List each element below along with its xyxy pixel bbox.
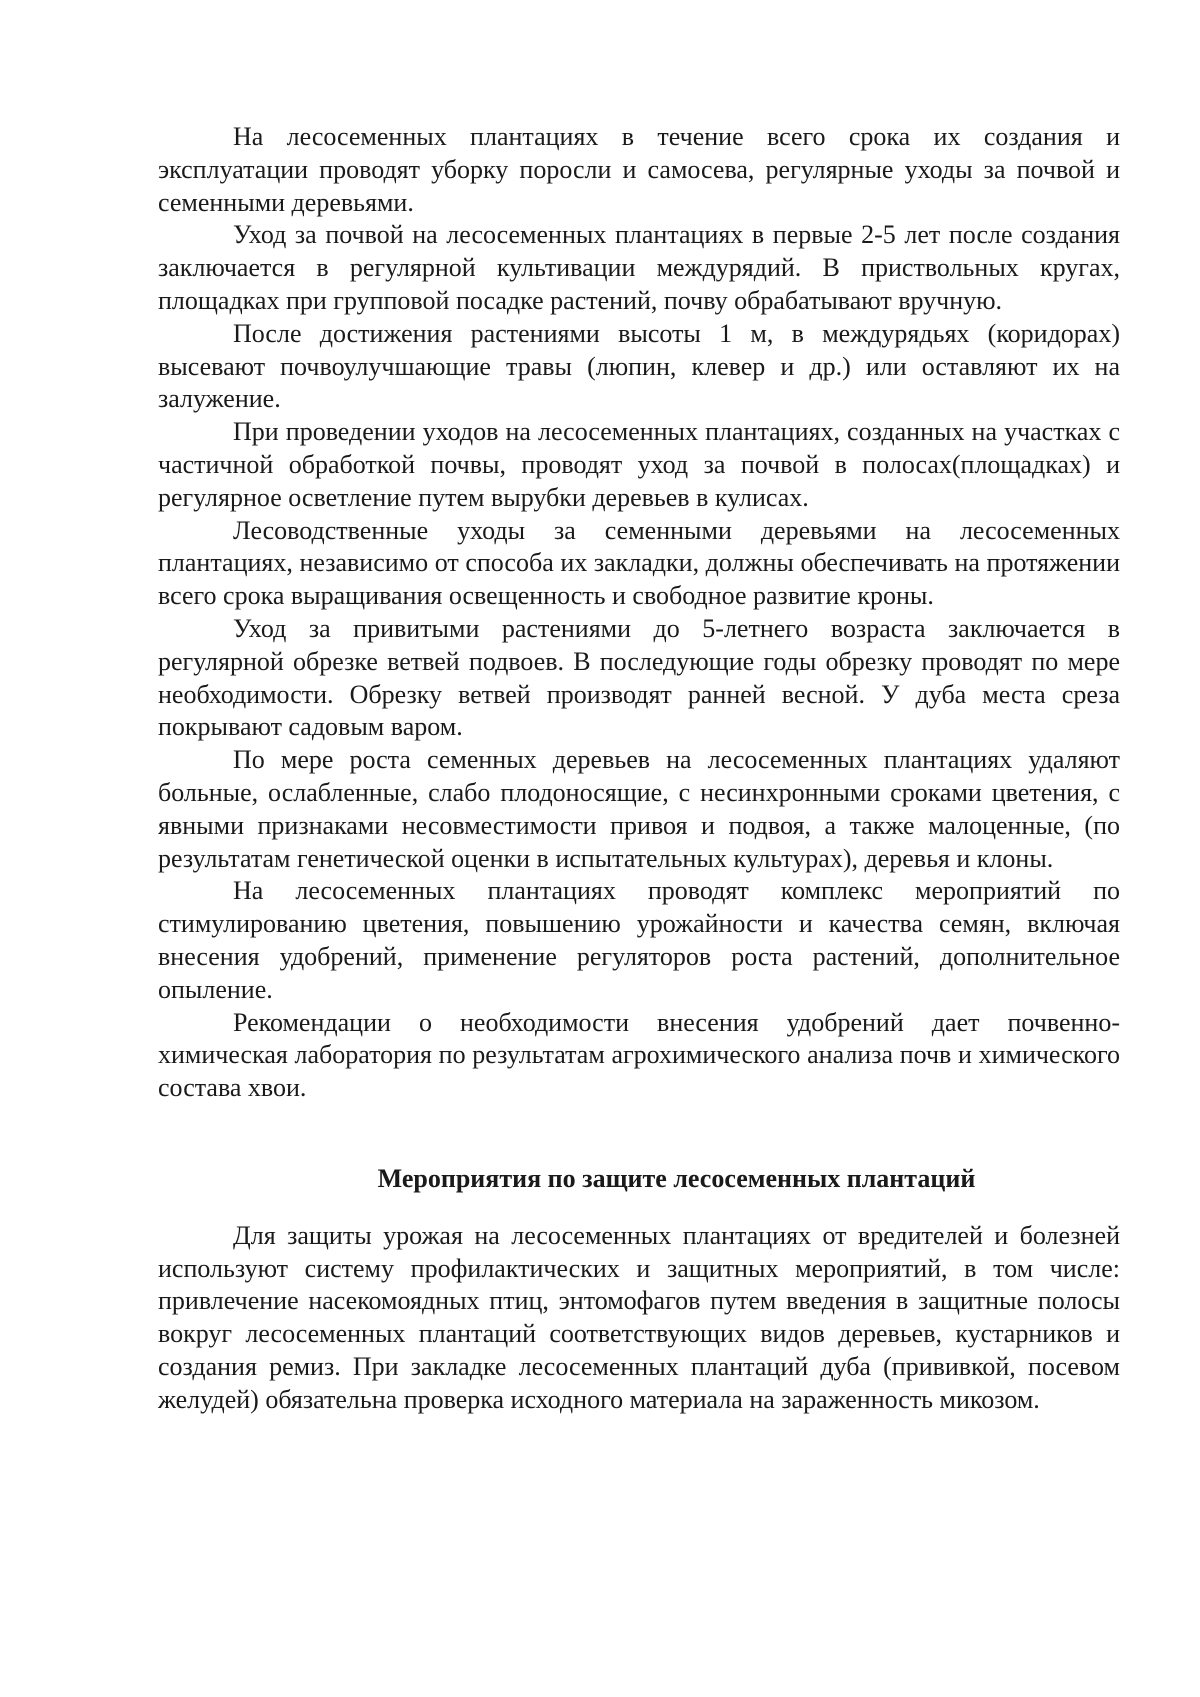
paragraph-7: По мере роста семенных деревьев на лесосеменных плантациях удаляют больные, ослабленные, слабо плодоносящие, с несинхронными сроками цветения, с явными признаками несовместимости привоя и подвоя, а также малоценные, (по результатам генетической оценки в испытательных культурах), деревья и клоны. [158,745,1120,873]
paragraph-5: Лесоводственные уходы за семенными деревьями на лесосеменных плантациях, независимо от способа их закладки, должны обеспечивать на протяжении всего срока выращивания освещенность и свободное развитие кроны. [158,515,1120,611]
document-page [158,121,1120,1416]
section-heading: Мероприятия по защите лесосеменных плантаций [377,1163,976,1193]
section-paragraph-1: Для защиты урожая на лесосеменных плантациях от вредителей и болезней используют систему профилактических и защитных мероприятий, в том числе: привлечение насекомоядных птиц, энтомофагов путем введения в защитные полосы вокруг лесосеменных плантаций соответствующих видов деревьев, кустарников и создания ремиз. При закладке лесосеменных плантаций дуба (прививкой, посевом желудей) обязательна проверка исходного материала на зараженность микозом. [158,1220,1120,1414]
paragraph-9: Рекомендации о необходимости внесения удобрений дает почвенно-химическая лаборатория по результатам агрохимического анализа почв и химического состава хвои. [158,1007,1120,1103]
paragraph-8: На лесосеменных плантациях проводят комплекс мероприятий по стимулированию цветения, повышению урожайности и качества семян, включая внесения удобрений, применение регуляторов роста растений, дополнительное опыление. [158,876,1120,1004]
paragraph-1: На лесосеменных плантациях в течение всего срока их создания и эксплуатации проводят уборку поросли и самосева, регулярные уходы за почвой и семенными деревьями. [158,122,1120,217]
paragraph-2: Уход за почвой на лесосеменных плантациях в первые 2-5 лет после создания заключается в регулярной культивации междурядий. В приствольных кругах, площадках при групповой посадке растений, почву обрабатывают вручную. [158,220,1120,315]
paragraph-4: При проведении уходов на лесосеменных плантациях, созданных на участках с частичной обработкой почвы, проводят уход за почвой в полосах(площадках) и регулярное осветление путем вырубки деревьев в кулисах. [158,417,1120,512]
paragraph-6: Уход за привитыми растениями до 5-летнего возраста заключается в регулярной обрезке ветвей подвоев. В последующие годы обрезку проводят по мере необходимости. Обрезку ветвей производят ранней весной. У дуба места среза покрывают садовым варом. [158,613,1120,742]
paragraph-3: После достижения растениями высоты 1 м, в междурядьях (коридорах) высевают почвоулучшающие травы (люпин, клевер и др.) или оставляют их на залужение. [158,318,1120,414]
